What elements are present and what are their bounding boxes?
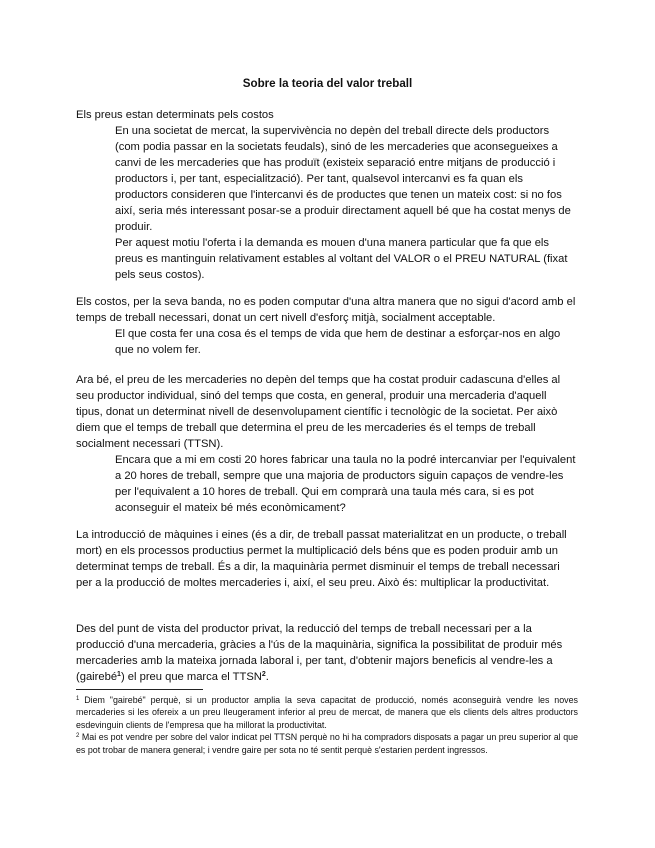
paragraph (76, 621, 576, 685)
footnote-divider (76, 689, 203, 690)
section-labor-time (76, 294, 576, 358)
paragraph: Els costos, per la seva banda, no es poden computar d'una altra manera que no sigui d'acord amb el temps de treball necessari, donat un cert nivell d'esforç mitjà, socialment acceptable. (76, 296, 576, 324)
paragraph: La introducció de màquines i eines (és a dir, de treball passat materialitzat en un producte, o treball mort) en els processos productius permet la multiplicació dels béns que es poden produir amb un determinat temps de treball. És a dir, la maquinària permet disminuir el temps de treball necessari per a la producció de moltes mercaderies i, així, el seu preu. Això és: multiplicar la productivitat. (76, 529, 567, 589)
section-costs (76, 107, 576, 283)
section-ttsn (76, 372, 576, 516)
footnote (76, 694, 578, 731)
indented-paragraph: El que costa fer una cosa és el temps de vida que hem de destinar a esforçar-nos en algo que no volem fer. (115, 328, 561, 356)
paragraph-text: Des del punt de vista del productor privat, la reducció del temps de treball necessari per a la producció d'una mercaderia, gràcies a l'ús de la maquinària, significa la possibilitat de produir més mercaderies amb la mateixa jornada laboral i, per tant, d'obtenir majors beneficis al vendre-les a (gairebé (76, 623, 563, 683)
document-title: Sobre la teoria del valor treball (242, 77, 413, 90)
footnote-ref-1[interactable]: 1 (117, 671, 121, 678)
footnote-mark: 2 (76, 733, 80, 740)
indented-paragraph: Per aquest motiu l'oferta i la demanda es mouen d'una manera particular que fa que els preus es mantinguin relativament estables al voltant del VALOR o el PREU NATURAL (fixat pels seus costos). (115, 237, 568, 281)
paragraph-text: ) el preu que marca el TTSN (120, 671, 262, 683)
footnote (76, 731, 578, 756)
paragraph-text: . (265, 671, 269, 683)
section-machinery (76, 527, 576, 591)
footnote-text: Mai es pot vendre per sobre del valor indicat pel TTSN perquè no hi ha compradors disposats a pagar un preu superior al que es pot trobar de manera general; i vendre gaire per sota no té sentit perquè s'estarien perdent ingressos. (76, 732, 578, 755)
indented-paragraph: Encara que a mi em costi 20 hores fabricar una taula no la podré intercanviar per l'equivalent a 20 hores de treball, sempre que una majoria de productors siguin capaços de vendre-les per l'equivalent a 10 hores de treball. Qui em comprarà una taula més cara, si es pot aconseguir el mateix bé més econòmicament? (115, 454, 576, 514)
footnote-ref-2[interactable]: 2 (261, 671, 266, 678)
section-private-producer (76, 621, 576, 685)
indented-paragraph: En una societat de mercat, la supervivència no depèn del treball directe dels productors (com podia passar en la societats feudals), sinó de les mercaderies que aconsegueixes a canvi de les mercaderies que has produït (existeix separació entre mitjans de producció i productors i, per tant, especialització). Per tant, qualsevol intercanvi es fa quan els productors consideren que l'intercanvi és de productes que tenen un mateix cost: si no fos així, seria més interessant posar-se a produir directament aquell bé que ha costat menys de produir. (115, 125, 571, 233)
footnotes (76, 694, 578, 756)
footnote-mark: 1 (76, 696, 80, 702)
footnote-text: Diem "gairebé" perquè, si un productor amplia la seva capacitat de producció, només aconseguirà vendre les noves mercaderies si les ofereix a un preu lleugerament inferior al preu de mercat, de manera que els clients dels altres productors esdevinguin clients de l'empresa que ha millorat la productivitat. (76, 695, 578, 730)
section-heading: Els preus estan determinats pels costos (76, 109, 274, 121)
paragraph: Ara bé, el preu de les mercaderies no depèn del temps que ha costat produir cadascuna d'elles al seu productor individual, sinó del temps que costa, en general, produir una mercaderia d'aquell tipus, donat un determinat nivell de desenvolupament científic i tecnològic de la societat. Per això diem que el temps de treball que determina el preu de les mercaderies és el temps de treball socialment necessari (TTSN). (76, 374, 561, 450)
